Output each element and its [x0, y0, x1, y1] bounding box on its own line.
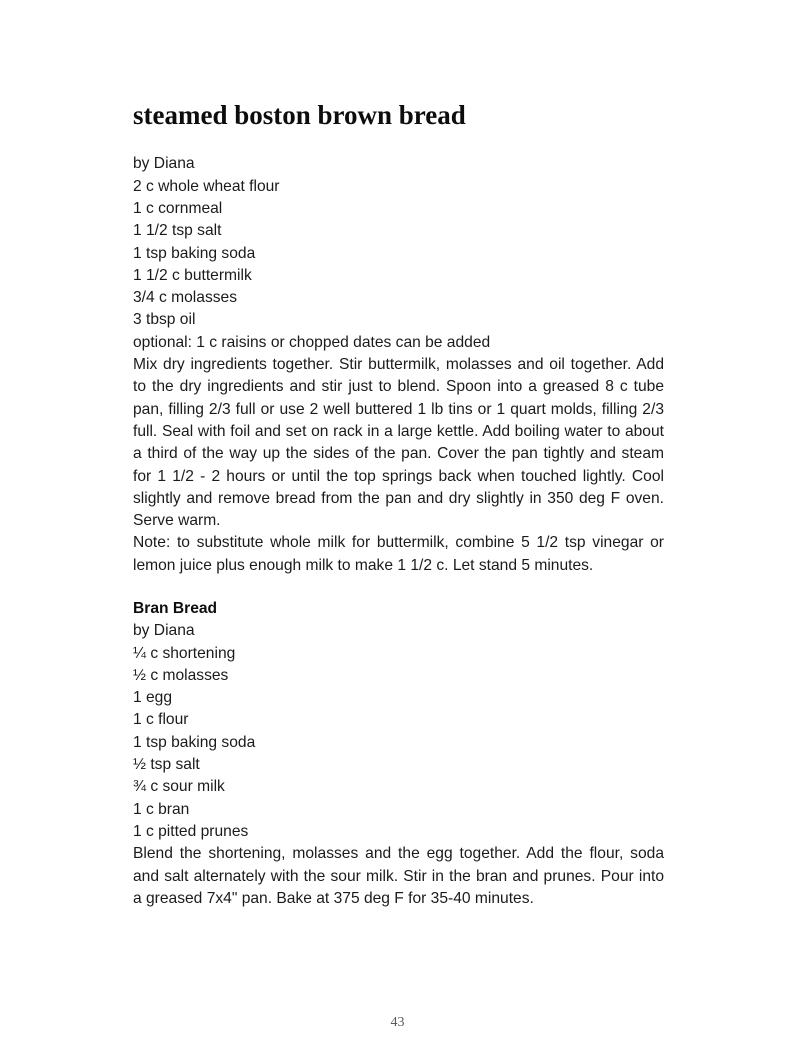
recipe-note: Note: to substitute whole milk for buttermilk, combine 5 1/2 tsp vinegar or lemon juice plus enough milk to make 1 1/2 c. Let stand 5 minutes.	[133, 534, 664, 574]
ingredient-line: 1 tsp baking soda	[133, 244, 256, 262]
ingredient-line: ½ c molasses	[133, 666, 229, 684]
ingredient-line: 1 c cornmeal	[133, 199, 223, 217]
recipe-instructions: Blend the shortening, molasses and the egg together. Add the flour, soda and salt alternately with the sour milk. Stir in the bran and prunes. Pour into a greased 7x4" pan. Bake at 375 deg F for 35-40 minutes.	[133, 845, 664, 907]
recipe-bran-bread	[133, 598, 664, 910]
ingredient-line: 2 c whole wheat flour	[133, 177, 280, 195]
recipe-byline: by Diana	[133, 155, 195, 173]
ingredient-line: optional: 1 c raisins or chopped dates can be added	[133, 333, 491, 351]
ingredient-line: 1 c pitted prunes	[133, 822, 249, 840]
ingredient-line: 1 1/2 c buttermilk	[133, 266, 252, 284]
ingredient-line: 1 egg	[133, 689, 173, 707]
recipe-title: steamed boston brown bread	[133, 100, 466, 130]
ingredient-line: ¾ c sour milk	[133, 778, 225, 796]
ingredient-line: 1 1/2 tsp salt	[133, 222, 222, 240]
ingredient-line: 1 c flour	[133, 711, 189, 729]
page-number: 43	[390, 1015, 405, 1030]
ingredient-line: 3/4 c molasses	[133, 289, 238, 307]
ingredient-line: 1 tsp baking soda	[133, 733, 256, 751]
ingredient-line: 1 c bran	[133, 800, 190, 818]
recipe-title: Bran Bread	[133, 599, 218, 617]
recipe-instructions: Mix dry ingredients together. Stir buttermilk, molasses and oil together. Add to the dry ingredients and stir just to blend. Spoon into a greased 8 c tube pan, filling 2/3 full or use 2 well buttered 1 lb tins or 1 quart molds, filling 2/3 full. Seal with foil and set on rack in a large kettle. Add boiling water to about a third of the way up the sides of the pan. Cover the pan tightly and steam for 1 1/2 - 2 hours or until the top springs back when touched lightly. Cool slightly and remove bread from the pan and dry slightly in 350 deg F oven. Serve warm.	[133, 356, 664, 530]
ingredient-line: ¼ c shortening	[133, 644, 236, 662]
ingredient-line: 3 tbsp oil	[133, 311, 196, 329]
ingredient-line: ½ tsp salt	[133, 756, 200, 774]
recipe-byline: by Diana	[133, 622, 195, 640]
page-content	[133, 101, 664, 910]
recipe-steamed-boston-brown-bread	[133, 101, 664, 577]
